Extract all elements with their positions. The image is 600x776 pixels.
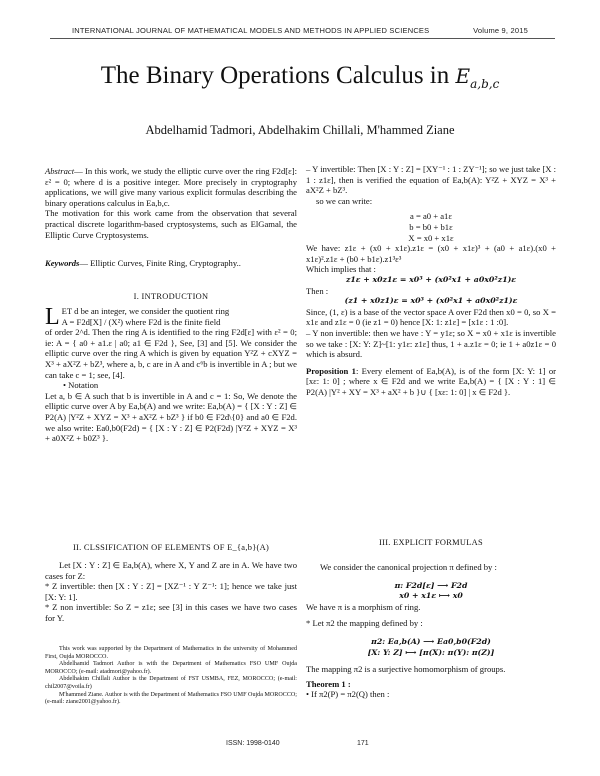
section-classification-heading: II. CLSSIFICATION OF ELEMENTS OF E_{a,b}(A) (72, 543, 270, 552)
title-math: $E_{a,b,c}$ (455, 64, 500, 91)
right-col-top (306, 164, 556, 397)
projection-intro: We consider the canonical projection π defined by : (320, 562, 497, 572)
volume-label: Volume 9, 2015 (473, 26, 528, 35)
pi2-eq-2: [X: Y: Z] ⟼ [π(X): π(Y): π(Z)] (367, 647, 495, 657)
right-col-bottom (306, 562, 556, 700)
intro-bullet: • Notation (63, 380, 99, 391)
keywords-label: Keywords (45, 258, 80, 268)
paper-title (0, 62, 600, 91)
footnote-4: M'hammed Ziane. Author is with the Department of Mathematics FSO UMF Oujda MOROCCO; (e-mail: ziane2001@yahoo.fr). (45, 691, 297, 706)
pi2-intro: * Let π2 the mapping defined by : (306, 618, 423, 629)
keywords-block (45, 258, 297, 269)
intro-p3: Let a, b ∈ A such that b is invertible in A and c = 1: So, We denote the elliptic curve over A by Ea,b(A) and we write: Ea,b(A) = { [X : Y : Z] ∈ P2(A) |Y²Z + XYZ = X³ + aX²Z + bZ³ } if b0 ∈ F2d\{0} and a0 ∈ F2d. we also write: Ea0,b0(F2d) = { [X : Y : Z] ∈ P2(F2d) |Y²Z + XYZ = X³ + a0X²Z + b0Z³ }. (45, 390, 297, 444)
surjective-text: The mapping π2 is a surjective homomorphism of groups. (306, 664, 506, 675)
proposition-label: Proposition 1 (306, 365, 356, 376)
proposition-text: : Every element of Ea,b(A), is of the form [X: Y: 1] or [xε: 1: 0] ; where x ∈ F2d and we write Ea,b(A) = { [X : Y : 1] ∈ P2(A) |Y² + XY = X³ + aX² + b }∪ { [xε: 1: 0] | x ∈ F2d }. (306, 365, 556, 397)
keywords-text: — Elliptic Curves, Finite Ring, Cryptography.. (79, 258, 241, 268)
journal-header: INTERNATIONAL JOURNAL OF MATHEMATICAL MODELS AND METHODS IN APPLIED SCIENCES (72, 26, 430, 35)
footnote-3: Abdelhakim Chillali Author is the Department of FST USMBA, FEZ, MOROCCO; (e-mail: chil2007@voila.fr) (45, 676, 297, 690)
theorem-item: • If π2(P) = π2(Q) then : (306, 689, 390, 700)
header-rule (50, 38, 555, 39)
eq-x: X = x0 + x1ε (408, 232, 454, 243)
since-text: Since, (1, ε) is a base of the vector space A over F2d then x0 = 0, so X = x1ε and z1ε = 0 (ie z1 = 0) hence [X: 1: z1ε] = [x1ε : 1 :0]. (306, 306, 556, 328)
morphism-text: We have π is a morphism of ring. (306, 601, 421, 612)
page-number: 171 (357, 740, 369, 747)
abstract-label: Abstract (45, 166, 75, 176)
intro-p1b: A = F2d[X] / (X²) where F2d is the finite field (61, 316, 221, 327)
classif-p2: * Z invertible: then [X : Y : Z] = [XZ⁻¹ : Y Z⁻¹: 1]; hence we take just [X: Y: 1]. (45, 581, 297, 602)
proj-eq-2: x0 + x1ε ⟼ x0 (399, 591, 463, 601)
authors: Abdelhamid Tadmori, Abdelhakim Chillali, M'hammed Ziane (145, 123, 455, 137)
classif-p3: * Z non invertible: So Z = z1ε; see [3] in this cases we have two cases for Y. (45, 602, 297, 623)
dropcap: L (45, 304, 60, 330)
eq-a: a = a0 + a1ε (410, 211, 452, 222)
intro-block (45, 306, 297, 444)
abstract-text-2: The motivation for this work came from the observation that several practical discrete logarithm-based cryptosystems, such as ElGamal, the Elliptic Curve Cryptosystems. (45, 208, 297, 240)
abstract-text: — In this work, we study the elliptic curve over the ring F2d[ε]: ε² = 0; where d is a positive integer. More precisely in cryptography applications, we will give many various explicit formulas describing the binary operations calculus in Ea,b,c. (45, 166, 297, 208)
title-text: The Binary Operations Calculus in (100, 62, 456, 89)
theorem-label: Theorem 1 : (306, 678, 351, 689)
section-explicit-heading: III. EXPLICIT FORMULAS (379, 538, 483, 547)
footnote-2: Abdelhamid Tadmori Author is with the Department of Mathematics FSO UMF Oujda MOROCCO; (e-mail: atadmori@yahoo.fr). (45, 661, 297, 675)
intro-p1: ET d be an integer, we consider the quotient ring (61, 306, 230, 316)
pi2-eq-1: π2: Ea,b(A) ⟶ Ea0,b0(F2d) (371, 636, 491, 646)
implies: Which implies that : (306, 264, 376, 275)
we-have: We have: z1ε + (x0 + x1ε).z1ε = (x0 + x1ε)³ + (a0 + a1ε).(x0 + x1ε)².z1ε + (b0 + b1ε).z1³ε³ (306, 243, 556, 264)
abstract-block (45, 166, 297, 240)
section-intro-heading: I. INTRODUCTION (133, 292, 209, 301)
footnote-1: This work was supported by the Department of Mathematics in the university of Mohammed First, Oujda MOROCCO. (45, 646, 297, 660)
eq-implies: z1ε + x0z1ε = x0³ + (x0²x1 + a0x0²z1)ε (345, 274, 517, 284)
classification-block (45, 560, 297, 624)
proj-eq-1: π: F2d[ε] ⟶ F2d (394, 580, 468, 590)
then-label: Then : (306, 285, 329, 296)
footnotes (45, 646, 297, 707)
classif-p1: Let [X : Y : Z] ∈ Ea,b(A), where X, Y and Z are in A. We have two cases for Z: (45, 560, 297, 581)
so-we-can: so we can write: (316, 195, 373, 206)
eq-then: (z1 + x0z1)ε = x0³ + (x0²x1 + a0x0²z1)ε (344, 296, 518, 306)
y-invertible: – Y invertible: Then [X : Y : Z] = [XY⁻¹ : 1 : ZY⁻¹]; so we just take [X : 1 : z1ε], then is verified the equation of Ea,b(A): Y²Z + XYZ = X³ + aX²Z + bZ³. (306, 164, 556, 196)
y-non-invertible: – Y non invertible: then we have : Y = y1ε; so X = x0 + x1ε is invertible so we take : [X: Y: Z]~[1: y1ε: z1ε] thus, 1 + a.z1ε = 0; ie 1 + a0z1ε = 0 which is absurd. (306, 327, 556, 360)
eq-b: b = b0 + b1ε (409, 221, 453, 232)
issn: ISSN: 1998-0140 (226, 740, 280, 747)
intro-p2: of order 2^d. Then the ring A is identified to the ring F2d[ε] with ε² = 0; ie: A = { a0 + a1.ε | a0; a1 ∈ F2d }, See, [3] and [5]. We consider the elliptic curve over the ring A which is given by equation Y²Z + cXYZ = X³ + aX²Z + bZ³, where a, b, c are in A and c⁶b is invertible in A ; but we can take c = 1; see, [4]. (45, 327, 297, 380)
